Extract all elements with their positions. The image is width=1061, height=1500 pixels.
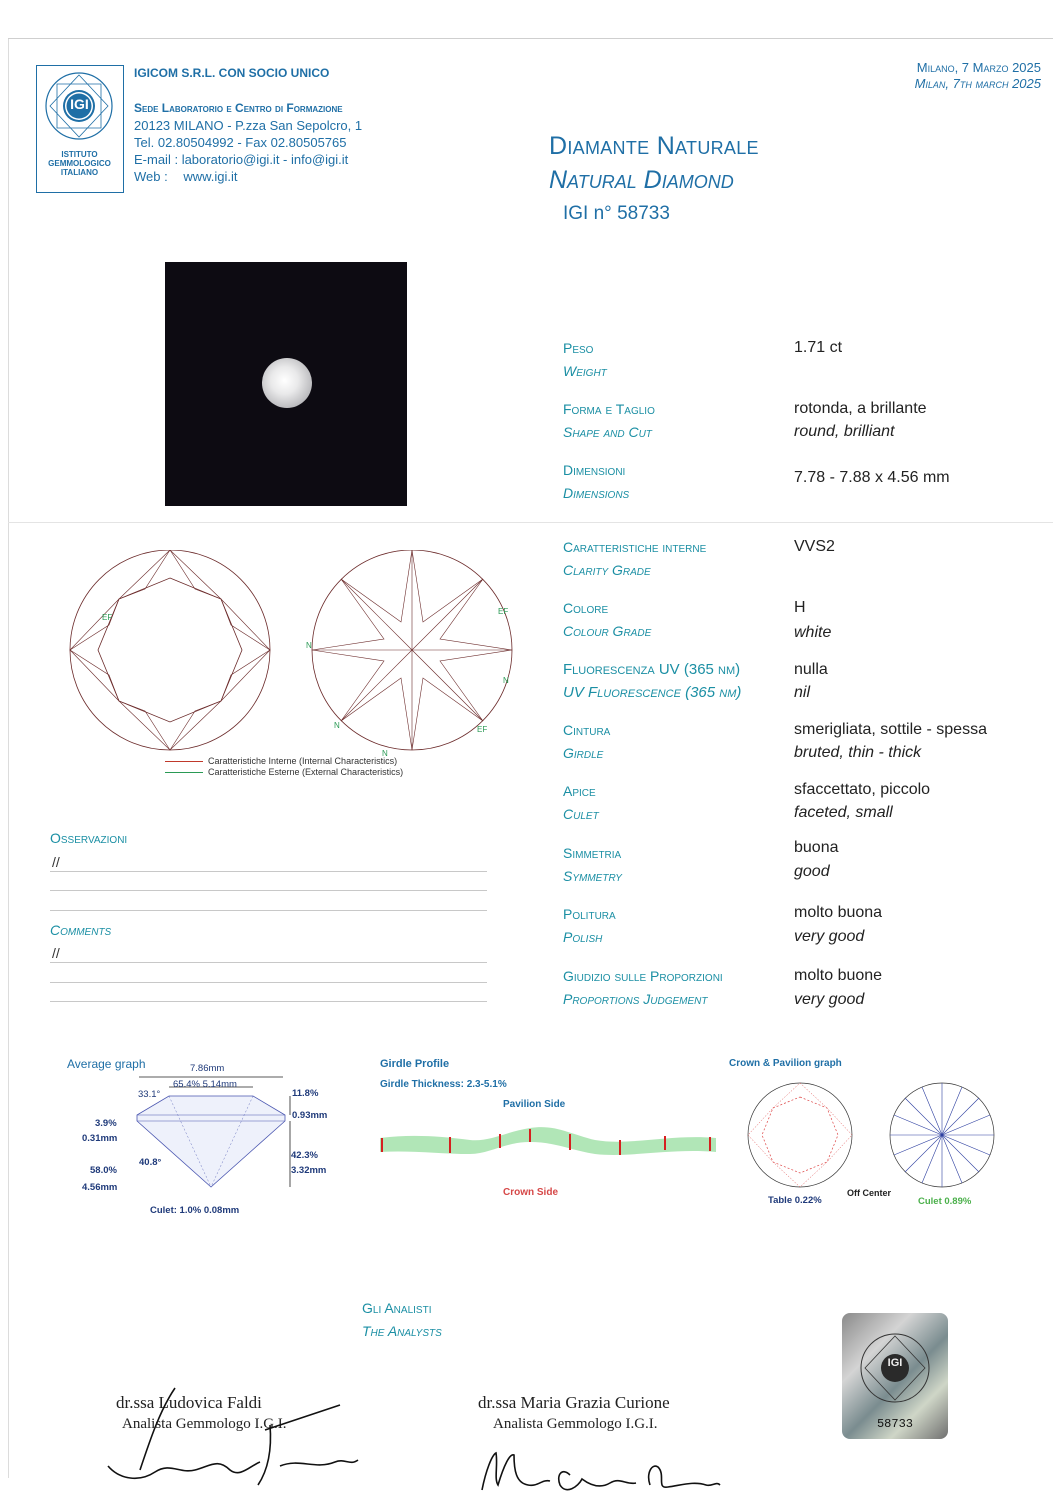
prop-polish-value-en: very good [794,928,865,945]
analysts-label-en: The Analysts [362,1323,442,1339]
comments-line-2 [50,982,487,983]
avg-crown-height-mm: 0.93mm [292,1110,328,1121]
analyst1-name: dr.ssa Ludovica Faldi [116,1393,262,1412]
prop-proportions-label-it: Giudizio sulle Proporzioni [563,968,723,984]
prop-clarity-value: VVS2 [794,538,835,555]
prop-dimensions-label-en: Dimensions [563,485,630,501]
crown-pavilion-title: Crown & Pavilion graph [729,1058,842,1069]
certificate-title-it: Diamante Naturale [549,132,759,160]
avg-girdle-pct: 3.9% [95,1118,117,1129]
prop-shape-value-it: rotonda, a brillante [794,400,927,417]
certificate-number-value: 58733 [617,203,670,224]
avg-depth-mm: 4.56mm [82,1182,118,1193]
lab-phone: Tel. 02.80504992 - Fax 02.80505765 [134,135,347,150]
web-value: www.igi.it [183,169,238,184]
lab-email [134,151,348,168]
mark-ef-2: EF [498,607,509,616]
girdle-profile-band [380,1120,720,1170]
prop-symmetry-label-en: Symmetry [563,868,622,884]
prop-polish-label-it: Politura [563,906,616,922]
hologram-seal [842,1313,948,1439]
hologram-number: 58733 [876,1417,913,1431]
legend-external-swatch [165,772,203,773]
analyst1-signature [100,1370,370,1495]
logo-sub-3: ITALIANO [60,168,99,177]
pavilion-view-diagram [312,550,512,750]
prop-fluorescence-label-it: Fluorescenza UV (365 nm) [563,661,741,678]
table-off-center: Table 0.22% [768,1195,822,1206]
analysts-label-it: Gli Analisti [362,1300,432,1316]
mark-ef-1: EF [102,613,113,622]
prop-weight-label-en: Weight [563,363,607,379]
prop-polish-value-it: molto buona [794,904,883,921]
prop-girdle-label-en: Girdle [563,745,604,761]
prop-proportions-value-it: molto buone [794,967,883,984]
igi-logo [36,65,124,193]
comments-value-en: // [52,945,60,961]
avg-pavilion-mm: 3.32mm [291,1165,327,1176]
prop-colour-label-it: Colore [563,600,609,616]
prop-shape-value-en: round, brilliant [794,423,895,440]
logo-sub-2: GEMMOLOGICO [48,159,111,168]
prop-weight-label-it: Peso [563,340,594,356]
girdle-pavilion-side: Pavilion Side [503,1099,566,1110]
prop-proportions-value-en: very good [794,991,865,1008]
prop-fluorescence-value-it: nulla [794,661,828,678]
crown-view-diagram [70,550,270,750]
observations-value-it: // [52,854,60,870]
off-center-label: Off Center [847,1188,892,1198]
prop-symmetry-value-it: buona [794,839,839,856]
prop-dimensions-label-it: Dimensioni [563,462,626,478]
prop-clarity-label-it: Caratteristiche interne [563,539,707,555]
avg-table: 65.4% 5.14mm [173,1079,237,1090]
prop-symmetry-label-it: Simmetria [563,845,622,861]
analyst2-signature [470,1445,730,1500]
certificate-title-en: Natural Diamond [549,166,734,194]
observations-line-1 [50,871,487,872]
prop-colour-label-en: Colour Grade [563,623,652,639]
prop-fluorescence-label-en: UV Fluorescence (365 nm) [563,684,742,701]
prop-colour-value-en: white [794,624,832,641]
girdle-crown-side: Crown Side [503,1187,559,1198]
crown-pavilion-diagrams [745,1080,1005,1190]
prop-proportions-label-en: Proportions Judgement [563,991,708,1007]
observations-line-3 [50,910,487,911]
logo-sub-1: ISTITUTO [61,150,98,159]
prop-girdle-value-it: smerigliata, sottile - spessa [794,721,987,738]
diamond-photo [165,262,407,506]
page-top-rule [8,38,1053,39]
avg-crown-height-pct: 11.8% [292,1088,319,1099]
prop-shape-label-en: Shape and Cut [563,424,652,440]
comments-line-1 [50,962,487,963]
analyst2-role: Analista Gemmologo I.G.I. [493,1416,658,1432]
avg-girdle-mm: 0.31mm [82,1133,118,1144]
prop-dimensions-value: 7.78 - 7.88 x 4.56 mm [794,469,950,486]
hologram-igi-text: IGI [887,1357,903,1369]
girdle-thickness: Girdle Thickness: 2.3-5.1% [380,1079,507,1090]
prop-weight-value: 1.71 ct [794,339,843,356]
legend-external: Caratteristiche Esterne (External Characteristics) [208,767,404,777]
prop-girdle-value-en: bruted, thin - thick [794,744,922,761]
prop-culet-label-it: Apice [563,783,596,799]
prop-polish-label-en: Polish [563,929,603,945]
avg-pavilion-pct: 42.3% [291,1150,318,1161]
girdle-profile-title: Girdle Profile [380,1058,450,1070]
prop-shape-label-it: Forma e Taglio [563,401,655,417]
prop-symmetry-value-en: good [794,863,830,880]
avg-crown-angle: 33.1° [138,1089,161,1100]
pavilion-graph [890,1083,994,1187]
lab-title: Sede Laboratorio e Centro di Formazione [134,101,343,115]
average-graph-title: Average graph [67,1057,146,1071]
mark-n-3: N [334,721,340,730]
prop-clarity-label-en: Clarity Grade [563,562,651,578]
observations-line-2 [50,890,487,891]
mark-n-4: N [382,749,388,758]
company-name: IGICOM S.R.L. CON SOCIO UNICO [134,66,330,80]
logo-text: IGI [70,96,89,112]
certificate-number-label: IGI n° [563,203,612,224]
prop-girdle-label-it: Cintura [563,722,611,738]
clarity-plot-diagrams [60,550,520,760]
crown-graph [748,1083,852,1187]
fold-line [8,522,1053,523]
lab-web [134,168,238,185]
analyst2-name: dr.ssa Maria Grazia Curione [478,1393,670,1412]
observations-label-it: Osservazioni [50,830,128,846]
avg-pavilion-angle: 40.8° [139,1157,162,1168]
lab-address: 20123 MILANO - P.zza San Sepolcro, 1 [134,118,363,133]
avg-depth-pct: 58.0% [90,1165,117,1176]
comments-label-en: Comments [50,922,112,938]
culet-off-center: Culet 0.89% [918,1196,972,1207]
email-label: E-mail : [134,152,179,167]
prop-culet-value-en: faceted, small [794,804,893,821]
mark-n-1: N [306,641,312,650]
prop-fluorescence-value-en: nil [794,684,811,701]
certificate-number [563,203,670,225]
legend-internal-swatch [165,761,203,762]
analyst1-role: Analista Gemmologo I.G.I. [122,1416,287,1432]
web-label: Web : [134,169,168,184]
diamond-stone-image [262,358,312,408]
avg-diameter: 7.86mm [190,1063,225,1074]
avg-culet: Culet: 1.0% 0.08mm [150,1205,240,1216]
prop-culet-label-en: Culet [563,806,599,822]
prop-culet-value-it: sfaccettato, piccolo [794,781,931,798]
mark-n-2: N [503,676,509,685]
date-english: Milan, 7th march 2025 [914,76,1041,91]
prop-colour-value-it: H [794,599,806,616]
comments-line-3 [50,1001,487,1002]
mark-ef-3: EF [477,725,488,734]
date-italian: Milano, 7 Marzo 2025 [916,60,1041,75]
email-value: laboratorio@igi.it - info@igi.it [181,152,349,167]
legend-internal: Caratteristiche Interne (Internal Characteristics) [208,756,398,766]
page-edge [8,38,9,1478]
logo-subtitle [37,150,122,177]
